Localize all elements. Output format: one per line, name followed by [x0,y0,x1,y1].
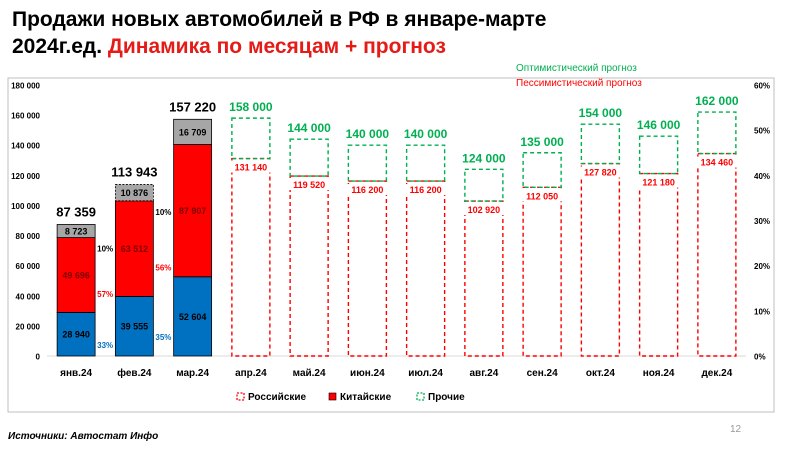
x-tick-label: дек.24 [701,368,733,379]
bar-pessimistic [465,201,503,356]
legend-pessimistic: Пессимистический прогноз [516,78,642,89]
bar-label-russian: 52 604 [178,311,207,322]
y2-tick-label: 40% [754,171,771,181]
y2-tick-label: 10% [754,307,771,317]
y-tick-label: 60 000 [15,262,40,272]
bar-optimistic [407,145,445,181]
bar-optimistic [640,136,678,173]
bar-total-label: 113 943 [111,164,158,180]
source-note: Источники: Автостат Инфо [8,431,159,442]
y-tick-label: 140 000 [11,141,40,151]
share-chinese: 57% [97,290,114,300]
y-tick-label: 180 000 [11,81,40,91]
legend-swatch [329,393,336,400]
share-other: 10% [155,207,172,217]
bar-pessimistic [348,181,386,356]
y-tick-label: 0 [35,352,40,362]
bar-optimistic [698,112,736,153]
y2-tick-label: 20% [754,262,771,272]
legend-label: Прочие [428,392,465,403]
bar-label-pessimistic: 127 820 [584,167,617,178]
bar-label-pessimistic: 131 140 [234,162,268,173]
bar-label-pessimistic: 116 200 [409,185,442,196]
x-tick-label: сен.24 [526,368,558,379]
bar-label-other: 10 876 [120,188,149,199]
legend-optimistic: Оптимистический прогноз [516,63,637,74]
x-tick-label: окт.24 [585,368,615,379]
bar-label-other: 16 709 [178,127,207,138]
legend-swatch [417,393,424,400]
share-other: 10% [97,244,114,254]
legend-swatch [237,393,244,400]
x-tick-label: янв.24 [60,368,93,379]
bar-label-optimistic: 135 000 [520,134,564,149]
bar-label-chinese: 49 696 [62,270,90,281]
x-tick-label: авг.24 [469,368,499,379]
y-tick-label: 20 000 [15,322,40,332]
bar-pessimistic [581,164,619,356]
title-main: Продажи новых автомобилей в РФ в январе-марте 2024г.ед. [12,8,547,58]
page-number: 12 [730,424,742,435]
bar-pessimistic [407,181,445,356]
bar-label-chinese: 63 512 [120,244,149,255]
y2-tick-label: 60% [754,81,771,91]
bar-label-optimistic: 158 000 [229,100,273,115]
y2-tick-label: 30% [754,217,771,226]
bar-optimistic [523,153,561,188]
y-tick-label: 160 000 [11,111,40,121]
x-tick-label: июн.24 [350,368,385,379]
x-tick-label: май.24 [292,368,326,379]
title-accent: Динамика по месяцам + прогноз [107,35,446,58]
bar-label-chinese: 87 907 [178,206,207,217]
x-tick-label: мар.24 [176,368,210,379]
share-russian: 35% [155,333,172,343]
y-tick-label: 80 000 [15,232,40,242]
share-chinese: 56% [155,263,172,273]
y-tick-label: 40 000 [15,292,40,302]
bar-label-optimistic: 144 000 [287,121,331,136]
legend-label: Российские [248,392,307,403]
bar-pessimistic [232,159,270,356]
bar-label-pessimistic: 134 460 [700,157,734,168]
bar-pessimistic [698,154,736,356]
bar-label-russian: 39 555 [120,321,149,332]
bar-label-optimistic: 140 000 [345,127,390,142]
bar-label-pessimistic: 102 920 [467,205,501,216]
y2-tick-label: 0% [754,352,766,362]
bar-label-other: 8 723 [64,226,88,237]
legend-label: Китайские [340,392,392,403]
bar-label-optimistic: 162 000 [695,94,739,109]
x-tick-label: ноя.24 [642,368,675,379]
x-tick-label: апр.24 [235,368,267,379]
bar-label-pessimistic: 112 050 [526,191,559,202]
bar-label-pessimistic: 116 200 [351,185,384,196]
share-russian: 33% [97,341,114,351]
page-title [12,6,572,60]
bar-optimistic [232,118,270,158]
y2-tick-label: 50% [754,126,771,136]
bar-label-optimistic: 124 000 [462,151,506,166]
bar-label-optimistic: 140 000 [403,127,448,142]
bar-label-pessimistic: 119 520 [293,180,326,191]
x-tick-label: фев.24 [117,368,152,379]
bar-label-optimistic: 154 000 [578,106,623,121]
y-tick-label: 100 000 [11,201,40,211]
bar-total-label: 157 220 [169,99,217,115]
bar-label-russian: 28 940 [62,329,90,340]
bar-pessimistic [640,174,678,356]
bar-optimistic [348,145,386,181]
bar-optimistic [581,124,619,163]
bar-label-optimistic: 146 000 [636,118,681,133]
bar-optimistic [465,169,503,201]
bar-label-pessimistic: 121 180 [642,177,675,188]
bar-pessimistic [290,176,328,356]
bar-pessimistic [523,187,561,356]
x-tick-label: июл.24 [408,368,443,379]
y-tick-label: 120 000 [11,171,40,181]
bar-total-label: 87 359 [56,204,97,220]
bar-optimistic [290,139,328,176]
